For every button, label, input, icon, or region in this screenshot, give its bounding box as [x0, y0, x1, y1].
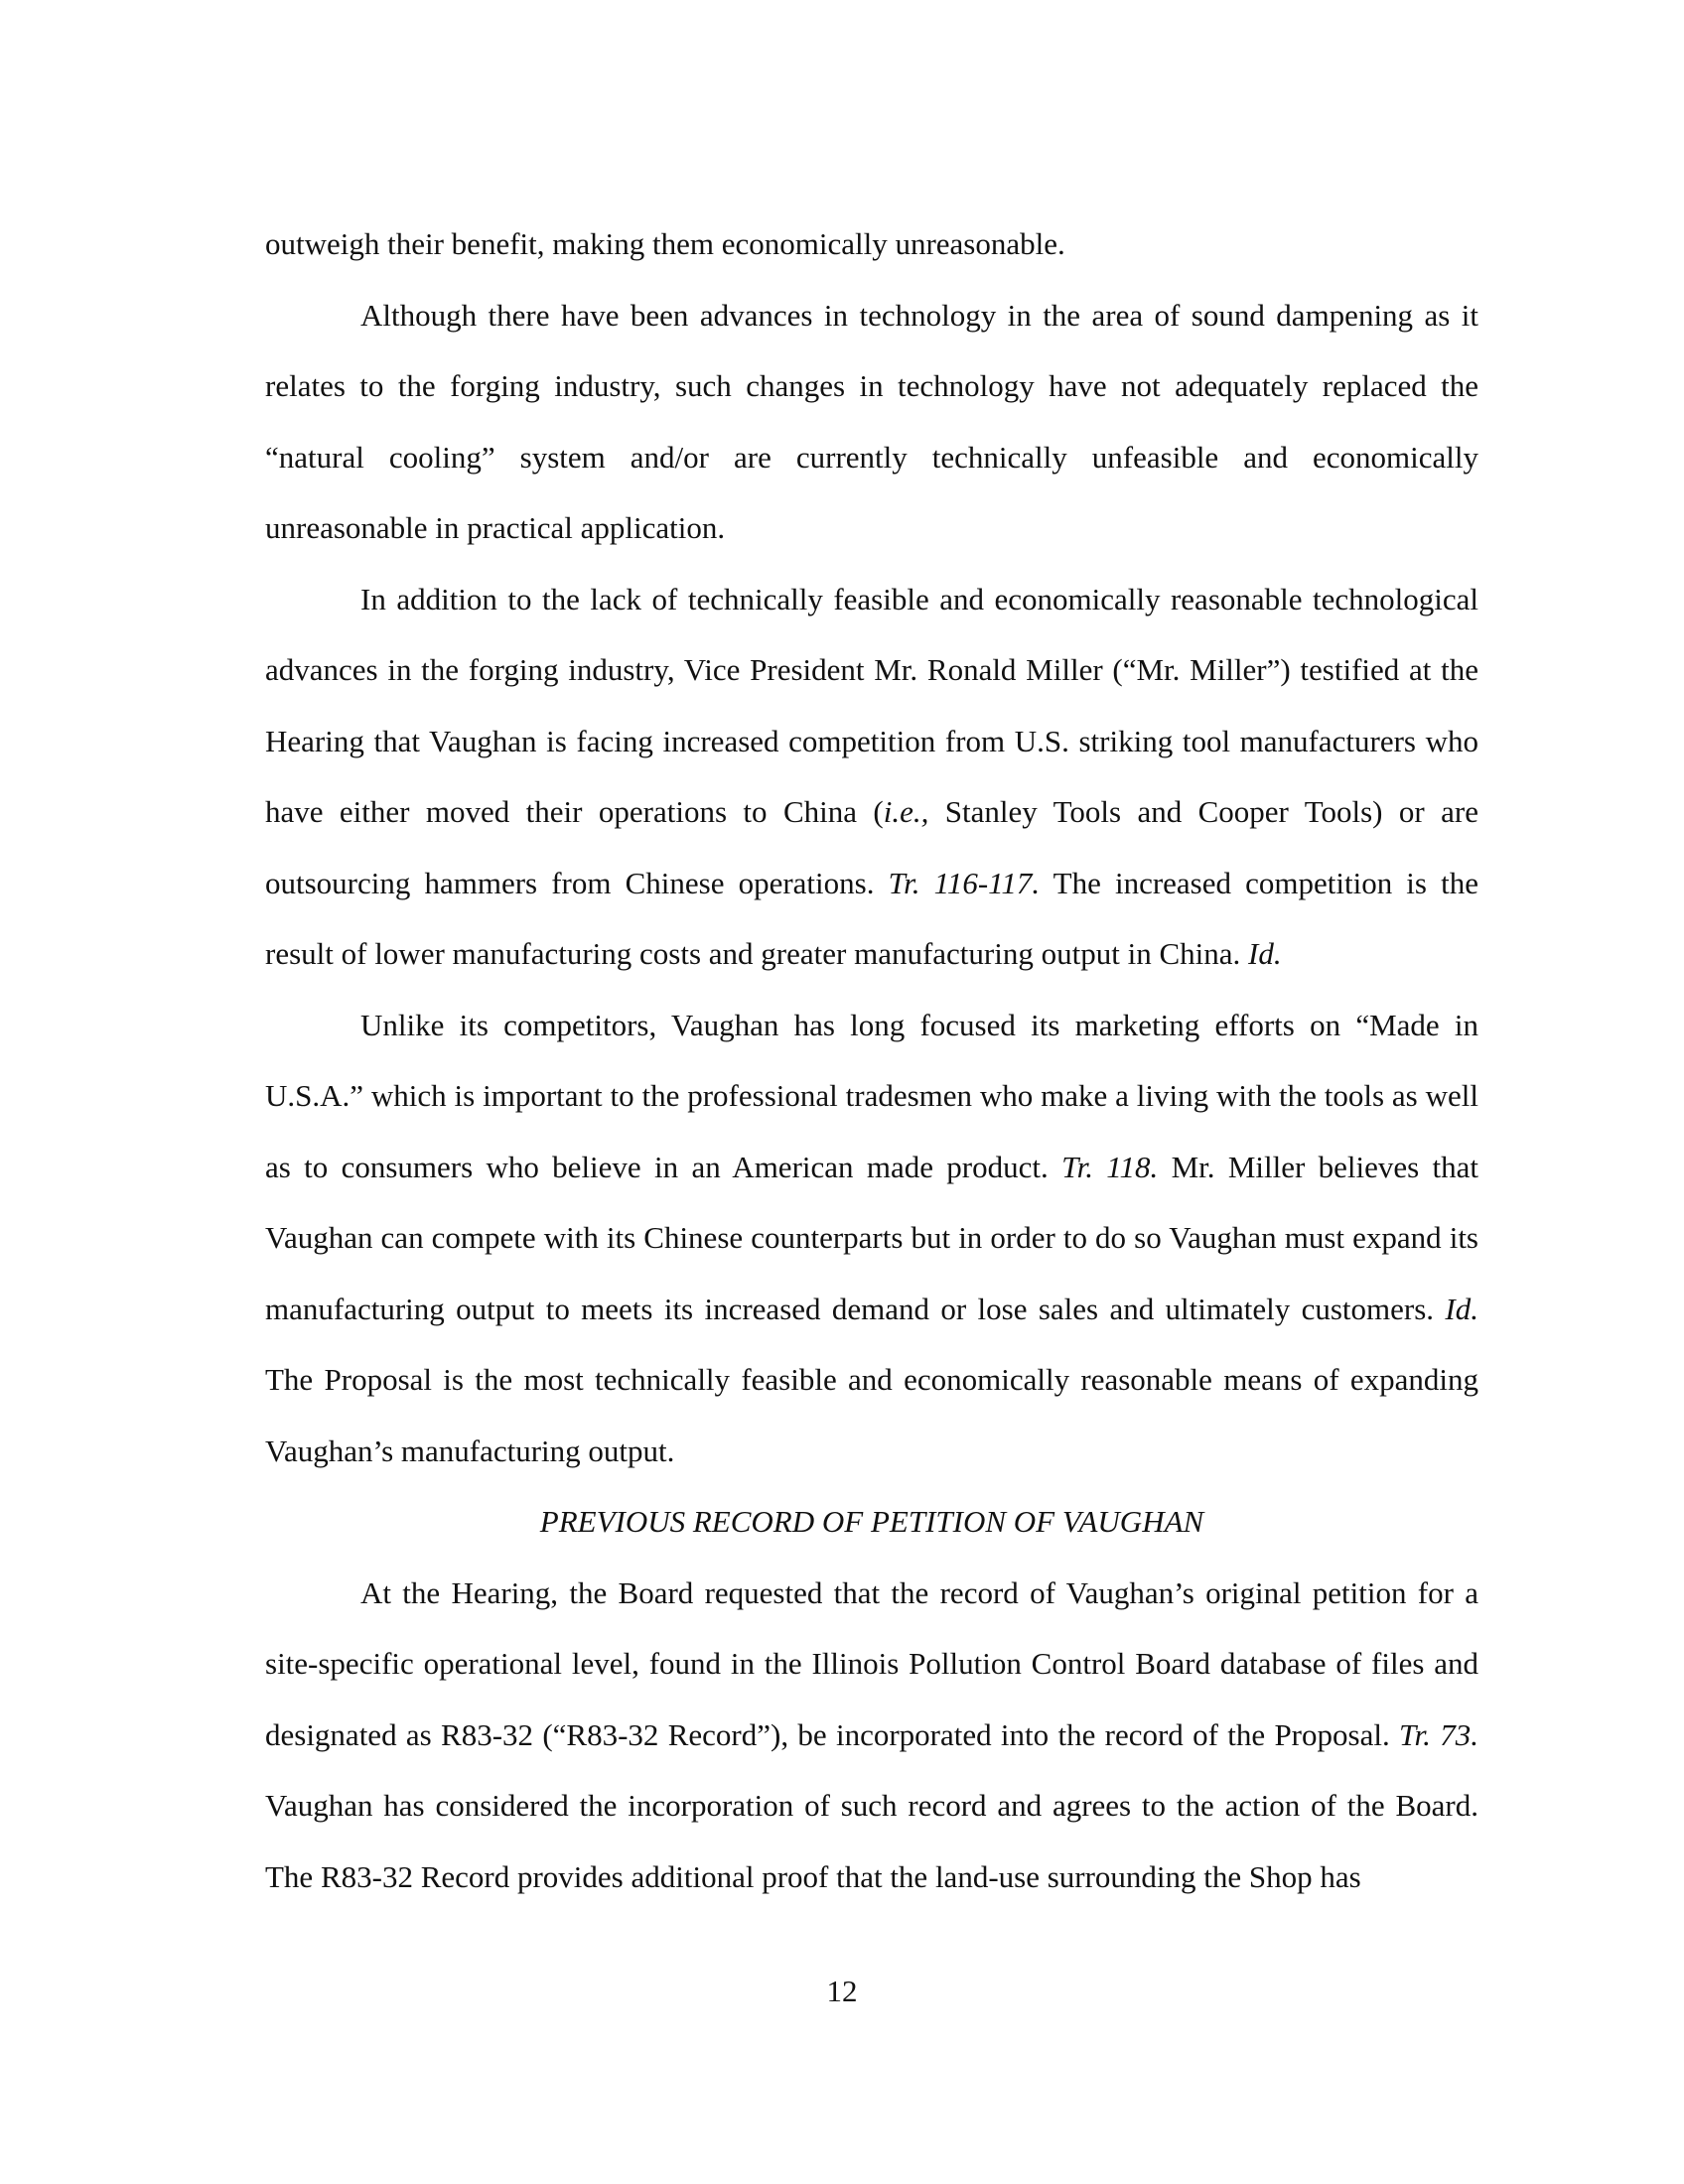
text-run: outweigh their benefit, making them economically unreasonable. [265, 226, 1065, 261]
paragraph [265, 280, 1478, 564]
text-run: Unlike its competitors, Vaughan has long focused its marketing efforts on “Made in U.S.A.” which is important to the professional tradesmen who make a living with the tools as well as to consumers who believe in an American made product. [265, 1007, 1478, 1184]
text-run: At the Hearing, the Board requested that the record of Vaughan’s original petition for a site-specific operational level, found in the Illinois Pollution Control Board database of files and designated as R83-32 (“R83-32 Record”), be incorporated into the record of the Proposal. [265, 1574, 1478, 1752]
paragraph [265, 564, 1478, 990]
text-run: Mr. Miller believes that Vaughan can compete with its Chinese counterparts but in order to do so Vaughan must expand its manufacturing output to meets its increased demand or lose sales and ultimately customers. [265, 1149, 1478, 1326]
paragraph [265, 990, 1478, 1487]
citation: Tr. 116-117. [888, 865, 1041, 900]
text-run: Although there have been advances in technology in the area of sound dampening as it relates to the forging industry, such changes in technology have not adequately replaced the “natural cooling” system and/or are currently technically unfeasible and economically unreasonable in practical application. [265, 297, 1478, 545]
citation: i.e., [883, 794, 929, 829]
body-text [265, 208, 1478, 1912]
citation: Id. [1445, 1291, 1478, 1326]
citation: Id. [1248, 936, 1282, 971]
page-number: 12 [826, 1974, 858, 2008]
text-run: Stanley Tools and Cooper Tools) or are outsourcing hammers from Chinese operations. [265, 794, 1478, 900]
text-run: The Proposal is the most technically feasible and economically reasonable means of expanding Vaughan’s manufacturing output. [265, 1362, 1478, 1468]
text-run: Vaughan has considered the incorporation of such record and agrees to the action of the Board. The R83-32 Record provides additional proof that the land-use surrounding the Shop has [265, 1788, 1478, 1894]
text-run: In addition to the lack of technically feasible and economically reasonable technological advances in the forging industry, Vice President Mr. Ronald Miller (“Mr. Miller”) testified at the Hearing that Vaughan is facing increased competition from U.S. striking tool manufacturers who have either moved their operations to China ( [265, 581, 1478, 829]
section-heading: PREVIOUS RECORD OF PETITION OF VAUGHAN [539, 1504, 1204, 1539]
paragraph [265, 208, 1478, 280]
citation: Tr. 73. [1399, 1716, 1478, 1752]
text-run: The increased competition is the result of lower manufacturing costs and greater manufacturing output in China. [265, 865, 1478, 971]
citation: Tr. 118. [1061, 1149, 1159, 1184]
paragraph [265, 1558, 1478, 1913]
